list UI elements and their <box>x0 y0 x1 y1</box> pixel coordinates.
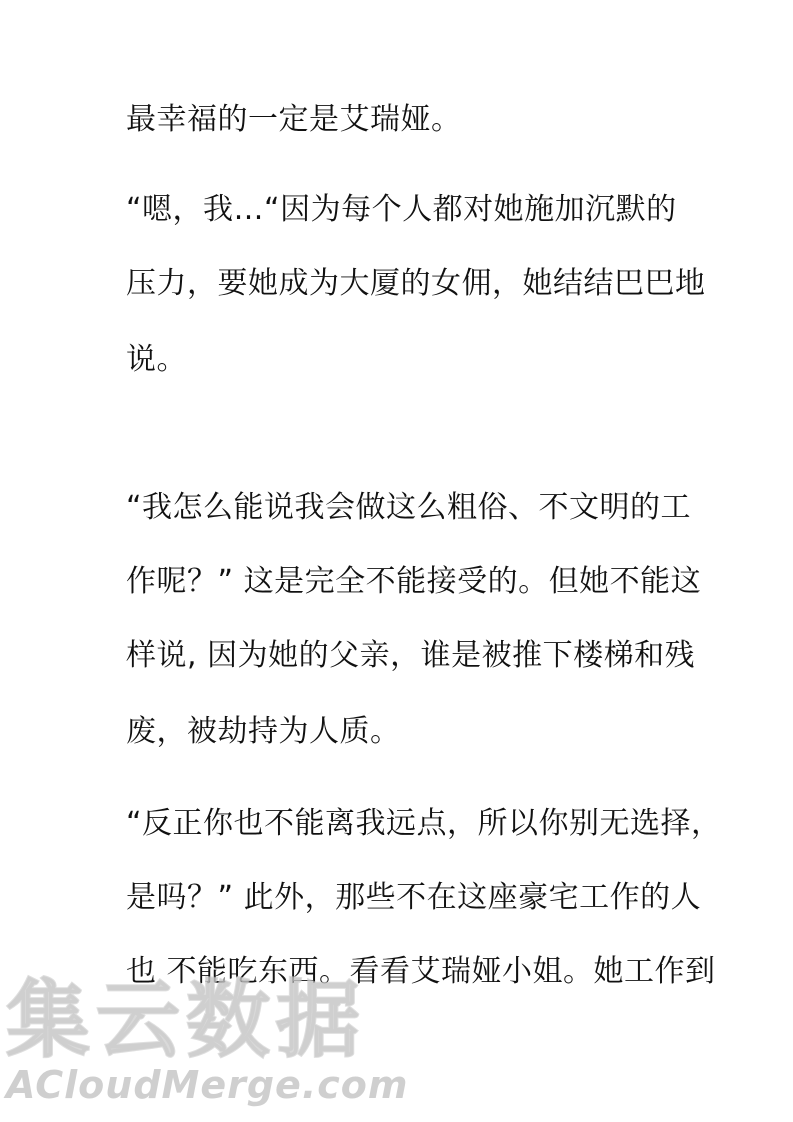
text-line: “反正你也不能离我远点，所以你别无选择， <box>126 806 722 841</box>
text-line: “嗯，我…“因为每个人都对她施加沉默的 <box>126 192 677 227</box>
text-line: 压力，要她成为大厦的女佣，她结结巴巴地 <box>126 266 706 301</box>
watermark-chinese-text: 集云数据 <box>6 971 367 1069</box>
text-line: 作呢？” 这是完全不能接受的。但她不能这 <box>126 564 702 599</box>
text-line: 废，被劫持为人质。 <box>126 714 401 749</box>
text-line: 说。 <box>126 342 187 377</box>
watermark <box>0 971 409 1115</box>
watermark-english-text: ACloudMerge.com <box>6 1063 409 1107</box>
text-line: 最幸福的一定是艾瑞娅。 <box>126 102 462 137</box>
text-line: 样说, 因为她的父亲，谁是被推下楼梯和残 <box>126 638 696 673</box>
text-line: 是吗？” 此外，那些不在这座豪宅工作的人 <box>126 880 702 915</box>
text-line: “我怎么能说我会做这么粗俗、不文明的工 <box>126 490 692 525</box>
text-line: 也 不能吃东西。看看艾瑞娅小姐。她工作到 <box>126 954 716 989</box>
